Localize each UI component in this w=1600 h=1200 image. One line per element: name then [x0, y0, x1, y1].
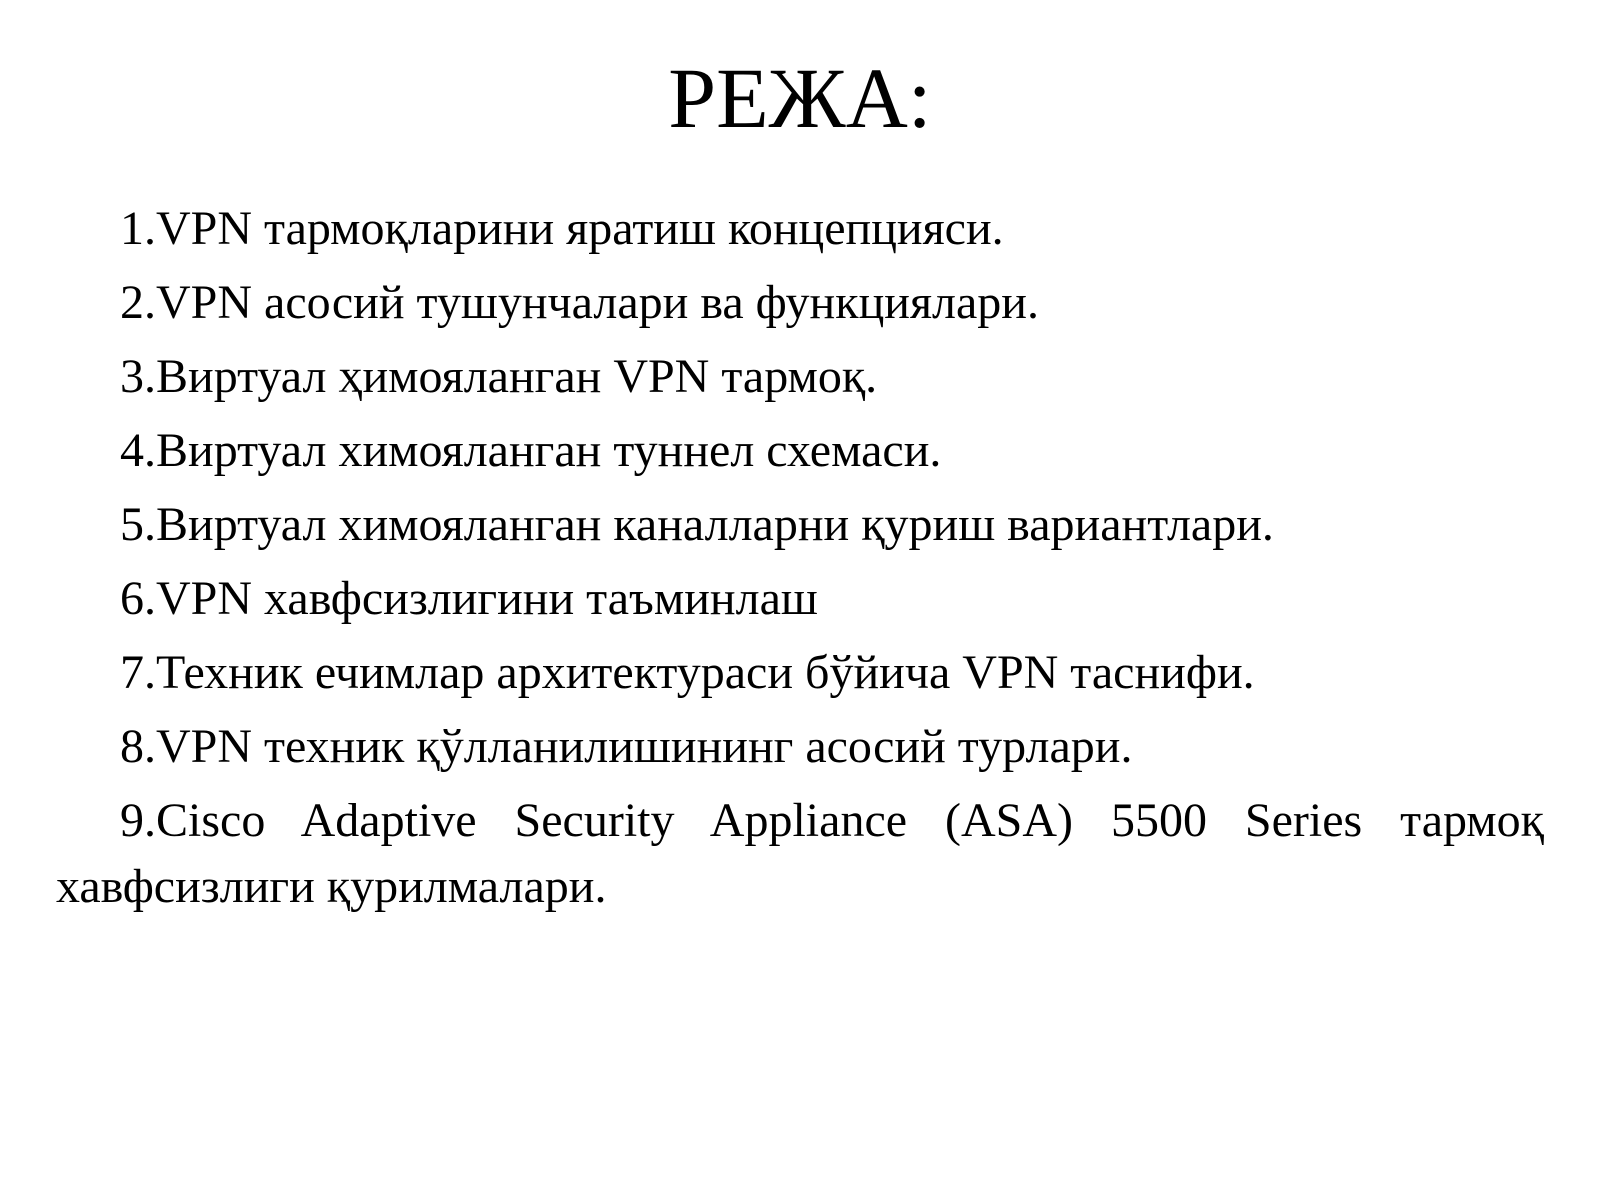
plan-item-4: 4.Виртуал химояланган туннел схемаси. — [120, 424, 942, 477]
plan-item-2: 2.VPN асосий тушунчалари ва функциялари. — [120, 276, 1039, 329]
plan-item-1: 1.VPN тармоқларини яратиш концепцияси. — [120, 202, 1004, 255]
plan-item-6: 6.VPN хавфсизлигини таъминлаш — [120, 572, 818, 625]
plan-item-5: 5.Виртуал химояланган каналларни қуриш вариантлари. — [120, 498, 1274, 551]
plan-item-8: 8.VPN техник қўлланилишининг асосий турлари. — [120, 720, 1133, 773]
plan-item-7: 7.Техник ечимлар архитектураси бўйича VPN таснифи. — [120, 646, 1255, 699]
plan-item-9: 9.Cisco Adaptive Security Appliance (ASA) 5500 Series тармоқ хавфсизлиги қурилмалари. — [56, 794, 1544, 913]
plan-item-3: 3.Виртуал ҳимояланган VPN тармоқ. — [120, 350, 878, 403]
slide-title: РЕЖА: — [668, 50, 932, 146]
plan-list — [56, 196, 1544, 920]
